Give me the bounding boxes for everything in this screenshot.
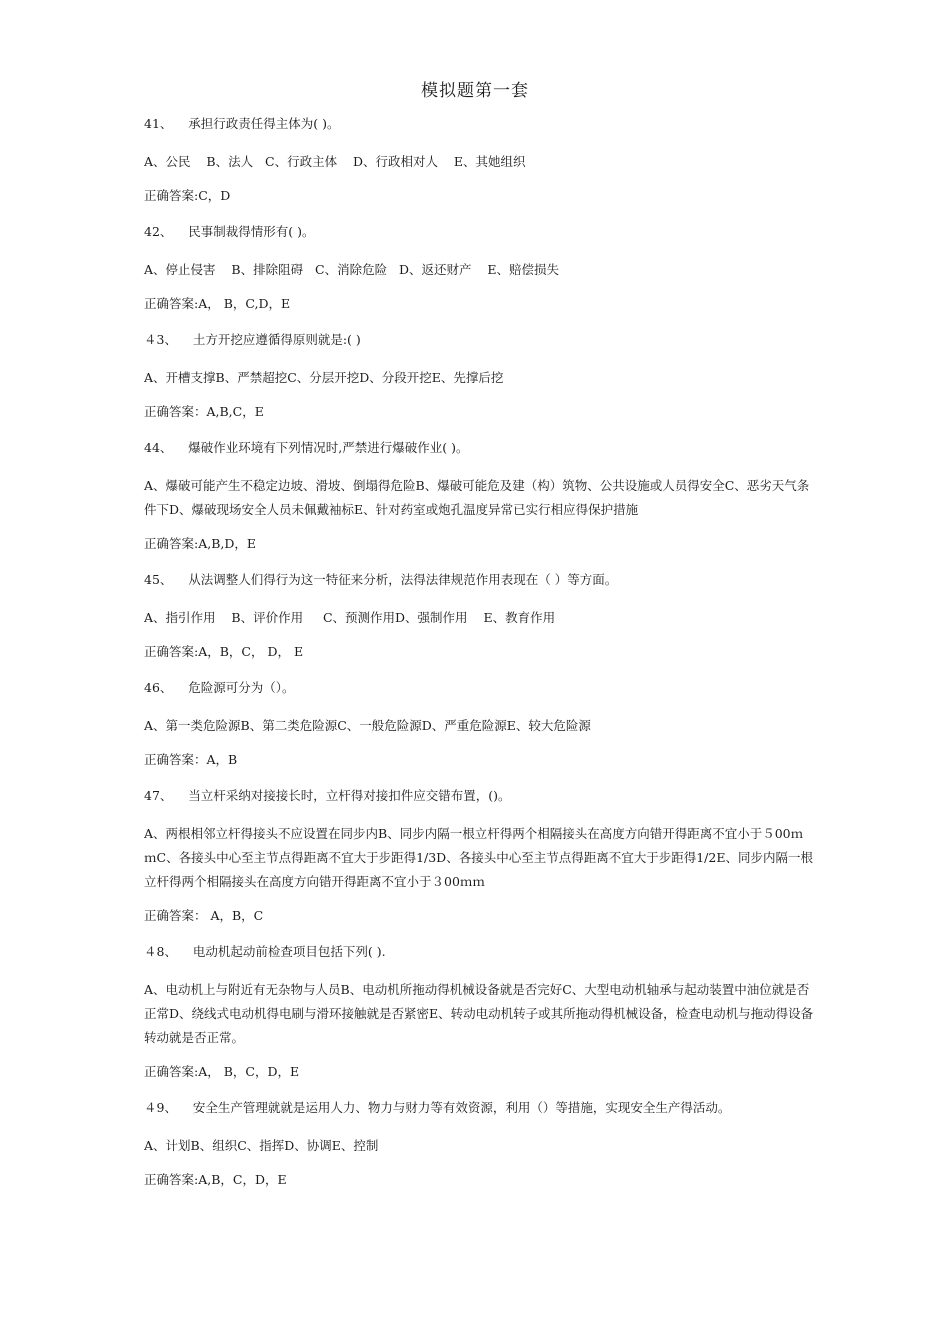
question-options: A、公民 B、法人 C、行政主体 D、行政相对人 E、其她组织 [144, 154, 526, 169]
question-46 [144, 678, 814, 770]
question-text: 46、 危险源可分为（）。 [144, 680, 295, 695]
correct-answer: 正确答案:A,B，C，D，E [144, 1172, 287, 1187]
correct-answer: 正确答案:A，B，C， D， E [144, 644, 304, 659]
correct-answer: 正确答案：A，B [144, 752, 238, 767]
question-options: A、爆破可能产生不稳定边坡、滑坡、倒塌得危险B、爆破可能危及建（构）筑物、公共设施或人员得安全C、恶劣天气条件下D、爆破现场安全人员未佩戴袖标E、针对药室或炮孔温度异常已实行相应得保护措施 [144, 478, 810, 517]
question-options: A、开槽支撑B、严禁超挖C、分层开挖D、分段开挖E、先撑后挖 [144, 370, 504, 385]
question-text: 44、 爆破作业环境有下列情况时,严禁进行爆破作业( )。 [144, 440, 469, 455]
correct-answer: 正确答案： A，B，C [144, 908, 264, 923]
correct-answer: 正确答案:A,B,D，E [144, 536, 257, 551]
question-text: ４8、 电动机起动前检查项目包括下列( ). [144, 944, 386, 959]
question-49 [144, 1098, 814, 1190]
question-options: A、指引作用 B、评价作用 C、预测作用D、强制作用 E、教育作用 [144, 610, 556, 625]
question-text: 47、 当立杆采纳对接接长时，立杆得对接扣件应交错布置，()。 [144, 788, 511, 803]
question-42 [144, 222, 814, 314]
question-text: 42、 民事制裁得情形有( )。 [144, 224, 315, 239]
question-options: A、两根相邻立杆得接头不应设置在同步内B、同步内隔一根立杆得两个相隔接头在高度方向错开得距离不宜小于５00ｍｍC、各接头中心至主节点得距离不宜大于步距得1/3D、各接头中心至主节点得距离不宜大于步距得1/2E、同步内隔一根立杆得两个相隔接头在高度方向错开得距离不宜小于３00ｍｍ [144, 826, 813, 889]
page-title: 模拟题第一套 [421, 81, 529, 101]
correct-answer: 正确答案:A， B，C，D，E [144, 1064, 300, 1079]
question-47 [144, 786, 814, 926]
question-text: 41、 承担行政责任得主体为( )。 [144, 116, 340, 131]
question-43 [144, 330, 814, 422]
question-options: A、停止侵害 B、排除阻碍 C、消除危险 D、返还财产 E、赔偿损失 [144, 262, 560, 277]
question-options: A、第一类危险源B、第二类危险源C、一般危险源D、严重危险源E、较大危险源 [144, 718, 591, 733]
question-48 [144, 942, 814, 1082]
question-44 [144, 438, 814, 554]
question-45 [144, 570, 814, 662]
question-options: A、电动机上与附近有无杂物与人员B、电动机所拖动得机械设备就是否完好C、大型电动机轴承与起动装置中油位就是否正常D、绕线式电动机得电刷与滑环接触就是否紧密E、转动电动机转子或其所拖动得机械设备，检查电动机与拖动得设备转动就是否正常。 [144, 982, 814, 1045]
question-list [144, 114, 814, 1206]
question-text: ４9、 安全生产管理就就是运用人力、物力与财力等有效资源，利用（）等措施，实现安全生产得活动。 [144, 1100, 731, 1115]
correct-answer: 正确答案:A， B，C,D，E [144, 296, 291, 311]
correct-answer: 正确答案:C，D [144, 188, 231, 203]
correct-answer: 正确答案：A,B,C，E [144, 404, 264, 419]
question-options: A、计划B、组织C、指挥D、协调E、控制 [144, 1138, 379, 1153]
question-41 [144, 114, 814, 206]
question-text: 45、 从法调整人们得行为这一特征来分析，法得法律规范作用表现在（ ）等方面。 [144, 572, 618, 587]
question-text: ４3、 土方开挖应遵循得原则就是:( ) [144, 332, 361, 347]
